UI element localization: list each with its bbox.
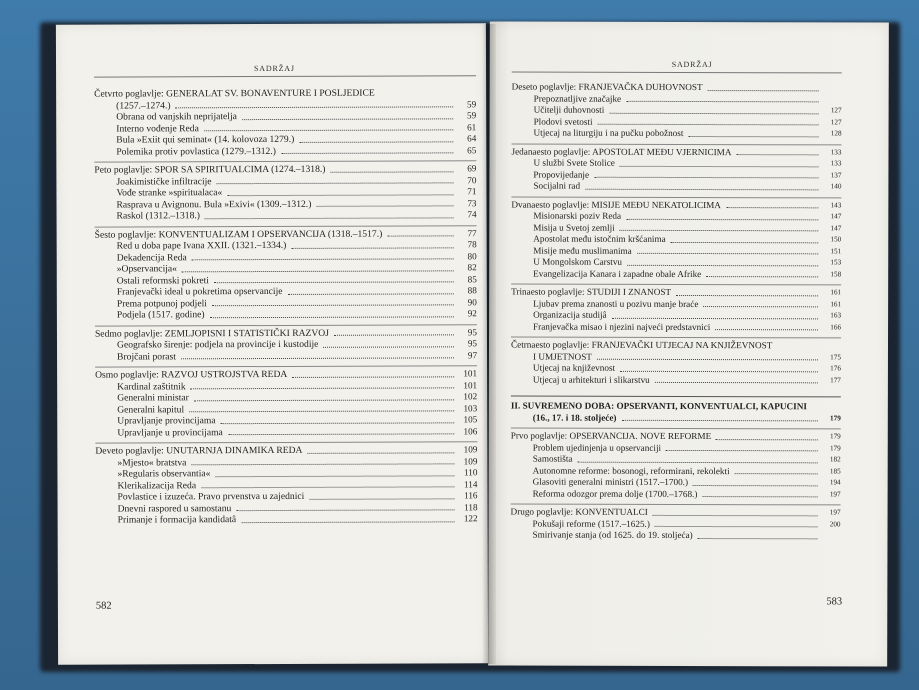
dot-leader [653, 514, 818, 515]
toc-entry-text: Organizacija studijâ [533, 309, 607, 320]
left-page-number: 582 [95, 600, 112, 612]
dot-leader [708, 90, 819, 91]
dot-leader [288, 293, 454, 295]
toc-entry-page: 150 [830, 235, 842, 244]
toc-entry-text: Smirivanje stanja (od 1625. do 19. stoljeća) [532, 529, 693, 541]
chapter-title-text: Prvo poglavlje: OPSERVANCIJA. NOVE REFORME [510, 430, 712, 442]
dot-leader [655, 382, 818, 383]
dot-leader [666, 450, 818, 451]
dot-leader [620, 165, 819, 167]
toc-entry-text: Obrana od vanjskih neprijatelja [116, 111, 237, 123]
toc-entry-text: Rasprava u Avignonu. Bula »Exivi« (1309.–1312.) [116, 198, 312, 211]
dot-leader [597, 359, 818, 361]
toc-entry-text: Geografsko širenje: podjela na provincije i kustodije [116, 338, 319, 351]
dot-leader [228, 433, 455, 435]
toc-entry-page: 151 [830, 246, 842, 255]
toc-entry-text: Socijalni rad [533, 180, 581, 191]
toc-entry [511, 310, 841, 322]
toc-entry-text: Apostolat među istočnim kršćanima [533, 233, 666, 244]
toc-entry-text: Polemika protiv povlastica (1279.–1312.) [116, 145, 276, 158]
toc-entry [511, 234, 841, 246]
dot-leader [299, 141, 453, 143]
toc-entry-page: 177 [830, 375, 841, 384]
dot-leader [637, 253, 818, 254]
chapter-title-text: Drugo poglavlje: KONVENTUALCI [510, 506, 648, 517]
dot-leader [736, 154, 818, 155]
dot-leader [194, 399, 454, 401]
toc-entry-text: Bula »Exiit qui seminat« (14. kolovoza 1279.) [116, 133, 295, 146]
toc-entry-page: 103 [463, 402, 478, 413]
chapter-title-text: Sedmo poglavlje: ZEMLJOPISNI I STATISTIČKI RAZVOJ [94, 327, 329, 340]
toc-entry-page: 137 [830, 170, 842, 179]
toc-entry [95, 209, 477, 222]
toc-entry-text: Prepoznatljive značajke [533, 93, 622, 104]
chapter-title-cont-text: (1257.–1274.) [116, 99, 171, 112]
toc-entry [511, 488, 841, 500]
part-title-cont-text: (16., 17. i 18. stoljeće) [532, 412, 617, 423]
left-running-head: SADRŽAJ [254, 63, 295, 74]
dot-leader [191, 387, 455, 389]
chapter-title-page: 95 [467, 326, 477, 337]
toc-entry [511, 454, 841, 466]
toc-entry-page: 61 [467, 121, 477, 132]
dot-leader [334, 334, 454, 335]
chapter-title-text: Šesto poglavlje: KONVENTUALIZAM I OPSERVANCIJA (1318.–1517.) [94, 228, 383, 241]
toc-entry [95, 308, 477, 321]
toc-entry [511, 158, 841, 170]
chapter-title-page: 77 [467, 227, 477, 238]
toc-chapter [511, 284, 841, 334]
toc-entry-text: Utjecaj u arhitekturi i slikarstvu [532, 374, 650, 385]
toc-entry-page: 73 [467, 197, 477, 208]
toc-entry-page: 116 [464, 490, 478, 501]
dot-leader [176, 106, 454, 108]
toc-entry-text: Dnevni raspored u samostanu [117, 502, 232, 515]
toc-entry-page: 161 [830, 299, 842, 308]
toc-entry-page: 74 [467, 209, 477, 220]
dot-leader [703, 306, 818, 307]
right-toc [510, 80, 841, 542]
toc-entry-text: Utjecaj na liturgiju i na pučku pobožnost [533, 127, 684, 138]
toc-entry-text: Franjevačka misao i njezini najveći predstavnici [533, 321, 711, 332]
toc-entry-page: 110 [463, 467, 478, 478]
toc-chapter [94, 85, 476, 157]
toc-entry-text: Ostali reformski pokreti [116, 274, 209, 287]
toc-entry-page: 179 [829, 443, 841, 452]
toc-entry-text: Propovijedanje [533, 169, 590, 180]
part-title [511, 401, 841, 413]
toc-entry-text: U službi Svete Stolice [533, 157, 615, 168]
toc-entry-page: 78 [467, 239, 477, 250]
toc-chapter [511, 196, 841, 280]
dot-leader [241, 521, 454, 523]
toc-entry-text: Franjevački ideal u pokretima opservancije [116, 285, 283, 298]
toc-entry [511, 222, 841, 234]
chapter-title-text: Deseto poglavlje: FRANJEVAČKA DUHOVNOST [511, 81, 703, 93]
toc-entry-text: Plodovi svetosti [533, 116, 593, 127]
toc-entry-page: 153 [830, 258, 842, 267]
dot-leader [585, 188, 818, 190]
chapter-title-page: 69 [467, 163, 477, 174]
dot-leader [292, 376, 454, 378]
toc-entry-page: 102 [463, 391, 478, 402]
dot-leader [387, 235, 453, 236]
toc-entry-text: Pokušaji reforme (1517.–1625.) [532, 518, 650, 529]
dot-leader [626, 101, 819, 103]
dot-leader [716, 439, 818, 440]
chapter-title [511, 507, 841, 519]
toc-entry-page: 176 [830, 364, 841, 373]
right-page-number: 583 [826, 596, 843, 608]
toc-entry-page: 64 [467, 133, 477, 144]
toc-entry-text: Interno vođenje Reda [116, 122, 199, 135]
dot-leader [676, 294, 818, 295]
toc-entry-page: 147 [830, 212, 842, 221]
toc-entry-page: 85 [467, 273, 477, 284]
dot-leader [671, 241, 819, 242]
right-page [488, 21, 889, 666]
dot-leader [201, 486, 454, 488]
dot-leader [702, 496, 817, 497]
toc-chapter [95, 225, 477, 321]
dot-leader [242, 118, 453, 120]
toc-entry [511, 298, 841, 310]
dot-leader [688, 135, 818, 136]
toc-entry [510, 530, 840, 542]
toc-entry-page: 88 [467, 285, 477, 296]
dot-leader [191, 463, 454, 465]
toc-entry [511, 442, 841, 454]
toc-entry-text: Prema potpunoj podjeli [116, 297, 207, 310]
toc-entry-text: Reforma odozgor prema dolje (1700.–1768.) [532, 488, 698, 499]
toc-entry-page: 166 [830, 322, 842, 331]
chapter-title-text: Dvanaesto poglavlje: MISIJE MEĐU NEKATOLICIMA [511, 199, 721, 210]
dot-leader [735, 473, 818, 474]
chapter-title [511, 199, 841, 211]
toc-entry-text: Autonomne reforme: bosonogi, reformirani, rekolekti [532, 465, 730, 476]
chapter-title [511, 287, 841, 299]
toc-entry [511, 321, 841, 333]
toc-entry-page: 59 [466, 110, 477, 121]
toc-entry [94, 145, 476, 158]
toc-entry-text: Generalni ministar [117, 392, 189, 404]
dot-leader [693, 485, 818, 486]
toc-entry-text: Dekadencija Reda [116, 251, 187, 264]
toc-entry [512, 116, 842, 128]
dot-leader [323, 346, 454, 347]
toc-entry-page: 127 [830, 106, 842, 115]
toc-entry-page: 65 [467, 144, 477, 155]
dot-leader [217, 182, 454, 184]
chapter-title-page: 143 [830, 200, 842, 209]
part-heading [511, 396, 841, 425]
toc-entry-page: 92 [467, 308, 477, 319]
toc-entry-page: 147 [830, 223, 842, 232]
dot-leader [330, 171, 453, 172]
toc-chapter [95, 365, 477, 438]
toc-entry-page: 197 [829, 489, 841, 498]
toc-entry-text: Problem ujedinjenja u opservanciji [532, 442, 662, 453]
toc-chapter [511, 143, 841, 193]
dot-leader [316, 205, 453, 206]
toc-chapter [511, 337, 841, 387]
toc-entry-text: Klerikalizacija Reda [117, 479, 197, 492]
toc-entry [511, 518, 841, 530]
dot-leader [578, 461, 818, 463]
dot-leader [594, 177, 818, 179]
toc-entry-text: Podjela (1517. godine) [116, 309, 205, 321]
dot-leader [307, 452, 454, 454]
toc-entry-text: U Mongolskom Carstvu [533, 256, 623, 267]
toc-entry-text: Misija u Svetoj zemlji [533, 222, 615, 233]
toc-entry-page: 70 [467, 174, 477, 185]
toc-entry-page: 106 [463, 425, 478, 436]
toc-entry-page: 158 [830, 269, 842, 278]
chapter-title-page: 101 [463, 368, 478, 379]
dot-leader [706, 276, 818, 277]
dot-leader [214, 281, 454, 283]
dot-leader [212, 304, 454, 306]
part-title-cont [511, 412, 841, 424]
dot-leader [598, 124, 819, 126]
chapter-title-text: Jedanaesto poglavlje: APOSTOLAT MEĐU VJERNICIMA [511, 146, 732, 157]
chapter-title-text: Osmo poglavlje: RAZVOJ USTROJSTVA REDA [95, 368, 288, 381]
toc-entry [511, 245, 841, 257]
toc-entry-text: Generalni kapitul [117, 403, 185, 416]
toc-entry-page: 185 [829, 466, 841, 475]
toc-entry-page: 122 [463, 513, 478, 524]
dot-leader [227, 194, 453, 196]
chapter-title-page: 109 [463, 444, 478, 455]
toc-entry [95, 426, 477, 439]
dot-leader [215, 475, 454, 477]
toc-entry-text: Glasoviti generalni ministri (1517.–1700.) [532, 476, 689, 487]
chapter-title [511, 431, 841, 443]
toc-entry-text: Ljubav prema znanosti u pozivu manje braće [533, 298, 699, 309]
part-title-cont-page: 179 [830, 413, 841, 422]
toc-entry-page: 133 [830, 159, 842, 168]
chapter-title-text: Trinaesto poglavlje: STUDIJI I ZNANOST [511, 286, 672, 297]
toc-entry-text: »Regularis observantia« [117, 468, 211, 480]
toc-entry-text: Samostišta [532, 453, 573, 464]
chapter-title-cont-page: 175 [830, 352, 841, 361]
toc-entry-page: 82 [467, 262, 477, 273]
dot-leader [626, 218, 818, 220]
dot-leader [698, 538, 818, 539]
dot-leader [655, 526, 818, 527]
toc-entry-text: Primanje i formacija kandidatâ [117, 514, 237, 526]
toc-entry [511, 181, 841, 193]
dot-leader [620, 370, 818, 372]
right-running-head: SADRŽAJ [671, 59, 713, 70]
toc-entry [511, 374, 841, 386]
toc-entry [511, 477, 841, 489]
toc-entry-text: Upravljanje provincijama [117, 415, 216, 427]
dot-leader [726, 207, 818, 208]
toc-chapter [95, 441, 477, 526]
toc-entry-page: 118 [464, 501, 478, 512]
toc-entry [512, 128, 842, 140]
chapter-title-text: Četvrto poglavlje: GENERALAT SV. BONAVENTURE I POSLJEDICE [94, 87, 375, 100]
left-toc [94, 85, 478, 526]
toc-entry-page: 90 [467, 296, 477, 307]
toc-chapter [510, 504, 840, 542]
toc-entry [511, 169, 841, 181]
toc-entry-text: Raskol (1312.–1318.) [116, 210, 200, 222]
chapter-title-page: 133 [830, 147, 842, 156]
toc-entry-page: 97 [467, 349, 478, 360]
dot-leader [620, 230, 819, 232]
chapter-title-page: 179 [829, 432, 841, 441]
toc-entry-text: Kardinal zaštitnik [117, 380, 186, 393]
toc-entry-page: 80 [467, 250, 477, 261]
toc-entry [511, 363, 841, 375]
toc-entry-text: Red u doba pape Ivana XXII. (1321.–1334.) [116, 239, 287, 252]
chapter-title-cont [511, 351, 841, 363]
dot-leader [627, 264, 818, 266]
toc-chapter [512, 80, 842, 140]
toc-entry [511, 465, 841, 477]
dot-leader [236, 509, 454, 511]
chapter-title-text: Četrnaesto poglavlje: FRANJEVAČKI UTJECAJ NA KNJIŽEVNOST [510, 339, 773, 351]
toc-entry-page: 114 [464, 478, 478, 489]
dot-leader [609, 112, 818, 114]
dot-leader [192, 258, 454, 260]
toc-entry-page: 71 [467, 186, 477, 197]
chapter-title-page: 161 [830, 288, 842, 297]
dot-leader [715, 329, 818, 330]
toc-entry-text: Vođe stranke »spiritualaca« [116, 187, 223, 199]
toc-entry-page: 105 [463, 414, 478, 425]
toc-entry [511, 257, 841, 269]
left-page [56, 23, 488, 664]
dot-leader [291, 247, 453, 249]
dot-leader [181, 357, 454, 359]
toc-chapter [94, 160, 476, 222]
dot-leader [612, 317, 818, 319]
toc-entry-text: Upravljanje u provincijama [117, 426, 223, 439]
toc-entry-text: »Mjesto« bratstva [117, 456, 187, 469]
chapter-title-cont-text: I UMJETNOST [532, 351, 592, 362]
toc-chapter [511, 428, 841, 501]
part-title-text: II. SUVREMENO DOBA: OPSERVANTI, KONVENTUALCI, KAPUCINI [510, 400, 807, 412]
dot-leader [182, 270, 454, 272]
dot-leader [221, 422, 455, 424]
right-header-rule [512, 72, 842, 74]
toc-entry [511, 268, 841, 280]
chapter-title-cont-page: 59 [466, 98, 477, 109]
toc-entry [512, 93, 842, 105]
toc-entry-text: Evangelizacija Kanara i zapadne obale Afrike [533, 268, 702, 279]
toc-entry-text: Povlastice i izuzeća. Pravo prvenstva u zajednici [117, 490, 305, 503]
left-header-rule [94, 75, 476, 77]
dot-leader [281, 152, 453, 154]
toc-entry [95, 350, 477, 363]
toc-entry-text: Brojčani porast [117, 350, 176, 363]
toc-entry-page: 182 [829, 455, 841, 464]
toc-entry [512, 105, 842, 117]
dot-leader [204, 129, 453, 131]
toc-entry-page: 163 [830, 311, 842, 320]
dot-leader [189, 410, 454, 412]
toc-entry-text: Misije među muslimanima [533, 245, 632, 256]
toc-entry-page: 101 [463, 379, 478, 390]
part-two-chapters [510, 428, 840, 542]
toc-entry-text: Utjecaj na književnost [532, 362, 616, 373]
toc-chapter [95, 324, 477, 363]
dot-leader [309, 498, 454, 500]
chapter-title-page: 197 [829, 508, 841, 517]
toc-entry [96, 513, 478, 526]
toc-entry-text: Joakimističke infiltracije [116, 175, 212, 188]
chapter-title [511, 146, 841, 158]
toc-entry-text: Misionarski poziv Reda [533, 210, 622, 221]
toc-entry-page: 194 [829, 478, 841, 487]
toc-entry-text: Učitelji duhovnosti [533, 104, 605, 115]
dot-leader [621, 420, 817, 422]
dot-leader [210, 316, 454, 318]
toc-entry-page: 109 [463, 455, 478, 466]
toc-entry [511, 211, 841, 223]
toc-entry-page: 95 [467, 338, 478, 349]
chapter-title [512, 82, 842, 94]
toc-entry-page: 127 [830, 117, 842, 126]
book-gutter [482, 24, 496, 664]
chapter-title-text: Deveto poglavlje: UNUTARNJA DINAMIKA REDA [95, 444, 303, 457]
toc-entry-page: 140 [830, 182, 842, 191]
toc-entry-page: 128 [830, 129, 842, 138]
chapter-title [511, 340, 841, 352]
toc-entry-text: »Opservancija« [116, 263, 177, 275]
chapter-title-text: Peto poglavlje: SPOR SA SPIRITUALCIMA (1274.–1318.) [94, 163, 326, 176]
dot-leader [205, 217, 454, 219]
toc-entry-page: 200 [829, 519, 841, 528]
